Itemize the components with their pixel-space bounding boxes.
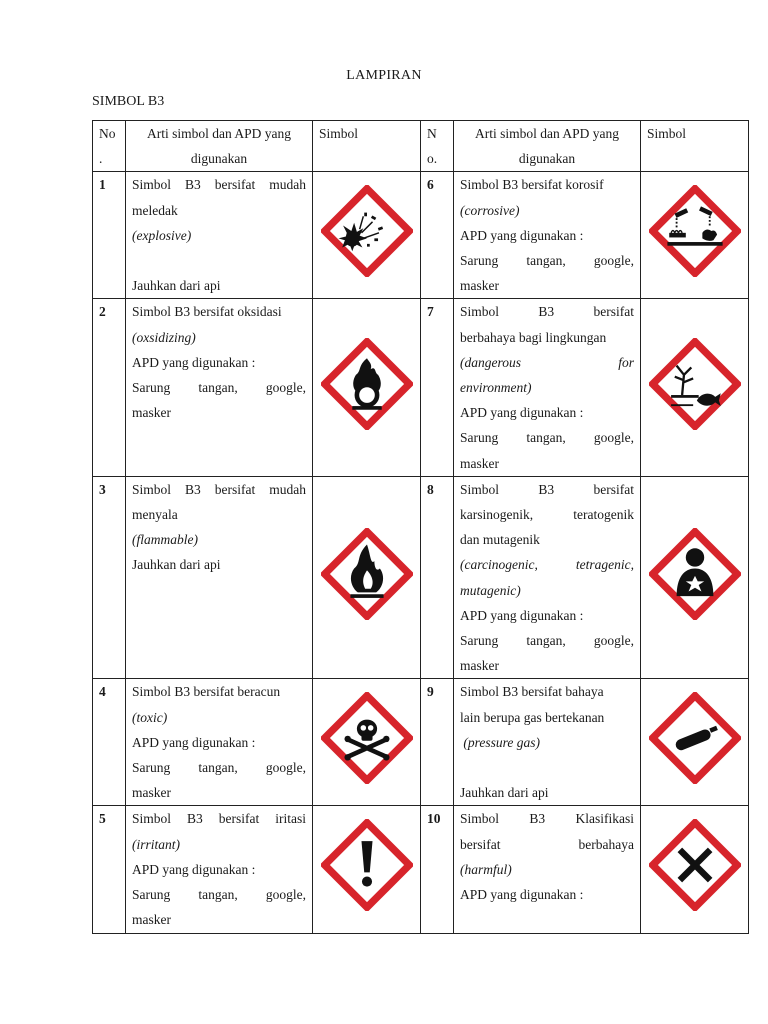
desc-line: masker [460,455,499,471]
header-arti-right [454,121,641,172]
desc-line-english: (toxic) [132,709,168,725]
table-row [93,679,749,806]
desc-line: Sarung tangan, google, [132,380,306,396]
toxic-icon [321,692,413,784]
row-description-right [454,476,641,679]
desc-line: Simbol B3 bersifat bahaya [460,684,604,700]
symbol-cell-left [313,172,421,299]
desc-line: APD yang digunakan : [460,607,584,623]
desc-line: APD yang digunakan : [132,861,256,877]
row-description-right [454,299,641,476]
header-arti-text: Arti simbol dan APD yang [475,126,619,141]
desc-line: Jauhkan dari api [132,278,221,294]
irritant-icon [321,819,413,911]
symbol-cell-left [313,299,421,476]
header-arti-text: Arti simbol dan APD yang [147,126,291,141]
desc-line-english: (dangerous for [460,354,634,370]
table-row [93,476,749,679]
header-arti-text-2: digunakan [190,151,248,167]
row-description-left [126,299,313,476]
desc-line: APD yang digunakan : [460,405,584,421]
desc-line-english: (pressure gas) [460,734,540,750]
desc-line: masker [460,278,499,294]
health-hazard-icon [649,528,741,620]
desc-spacer [132,248,306,273]
row-description-left [126,172,313,299]
row-number-left: 5 [93,806,126,933]
harmful-icon [649,819,741,911]
row-description-left [126,806,313,933]
row-description-right [454,806,641,933]
header-simbol-right [641,121,749,172]
row-number-left: 3 [93,476,126,679]
desc-line-english: (harmful) [460,861,512,877]
table-row [93,806,749,933]
row-number-right: 10 [421,806,454,933]
symbol-cell-right [641,476,749,679]
desc-line: meledak [132,202,178,218]
desc-line: lain berupa gas bertekanan [460,709,605,725]
desc-line: Simbol B3 bersifat korosif [460,177,604,193]
desc-line-english: (irritant) [132,836,181,852]
desc-line: Sarung tangan, google, [460,633,634,649]
desc-line: APD yang digunakan : [460,887,584,903]
desc-line: Sarung tangan, google, [460,253,634,269]
header-no-right [421,121,454,172]
row-number-right: 9 [421,679,454,806]
desc-line: masker [460,658,499,674]
desc-line-english: (carcinogenic, tetragenic, [460,557,634,573]
desc-line: Sarung tangan, google, [460,430,634,446]
oxidizing-icon [321,338,413,430]
desc-line-english: (flammable) [132,532,198,548]
desc-line: Simbol B3 bersifat mudah [132,481,306,497]
desc-line: masker [132,785,171,801]
row-description-right [454,679,641,806]
row-number-right: 7 [421,299,454,476]
desc-line-english: environment) [460,380,532,396]
symbol-cell-right [641,299,749,476]
corrosive-icon [649,185,741,277]
page-subtitle: SIMBOL B3 [92,94,165,109]
desc-line: APD yang digunakan : [132,734,256,750]
symbol-cell-left [313,679,421,806]
desc-line: Simbol B3 bersifat oksidasi [132,304,282,320]
desc-line: masker [132,912,171,928]
row-number-left: 1 [93,172,126,299]
desc-line-english: (corrosive) [460,202,520,218]
desc-spacer [460,755,634,780]
desc-line-english: (oxsidizing) [132,329,196,345]
header-no-dot: . [99,151,103,167]
row-description-left [126,476,313,679]
table-header-row [93,121,749,172]
environment-icon [649,338,741,430]
desc-line: bersifat berbahaya [460,836,634,852]
flammable-icon [321,528,413,620]
symbol-cell-right [641,172,749,299]
desc-line: berbahaya bagi lingkungan [460,329,607,345]
desc-line: Sarung tangan, google, [132,760,306,776]
header-no-text: N [427,126,437,141]
explosive-icon [321,185,413,277]
desc-line: Simbol B3 bersifat beracun [132,684,281,700]
gas-cylinder-icon [649,692,741,784]
desc-line: dan mutagenik [460,532,540,548]
desc-line: Simbol B3 bersifat mudah [132,177,306,193]
header-arti-left [126,121,313,172]
row-number-left: 4 [93,679,126,806]
row-number-right: 6 [421,172,454,299]
table-row [93,172,749,299]
desc-line: Simbol B3 bersifat iritasi [132,811,306,827]
desc-line: Simbol B3 bersifat [460,481,634,497]
desc-line: Sarung tangan, google, [132,887,306,903]
header-arti-text-2: digunakan [518,151,576,167]
desc-line-english: mutagenic) [460,582,521,598]
desc-line: karsinogenik, teratogenik [460,507,634,523]
desc-line: APD yang digunakan : [460,227,584,243]
header-simbol-text: Simbol [647,126,687,141]
row-number-right: 8 [421,476,454,679]
table-row [93,299,749,476]
desc-line: Simbol B3 Klasifikasi [460,811,634,827]
row-description-left [126,679,313,806]
header-no-left [93,121,126,172]
desc-line: masker [132,405,171,421]
symbol-cell-right [641,806,749,933]
desc-line: menyala [132,507,178,523]
symbol-cell-left [313,476,421,679]
row-description-right [454,172,641,299]
desc-line: APD yang digunakan : [132,354,256,370]
symbol-cell-left [313,806,421,933]
header-no-text: No [99,126,116,141]
desc-line: Jauhkan dari api [132,557,221,573]
page-title: LAMPIRAN [346,68,422,83]
symbol-cell-right [641,679,749,806]
header-simbol-text: Simbol [319,126,359,141]
desc-line: Simbol B3 bersifat [460,304,634,320]
header-no-dot: o. [427,151,438,167]
row-number-left: 2 [93,299,126,476]
b3-symbol-table [92,120,749,934]
header-simbol-left [313,121,421,172]
desc-line-english: (explosive) [132,227,192,243]
desc-line: Jauhkan dari api [460,785,549,801]
